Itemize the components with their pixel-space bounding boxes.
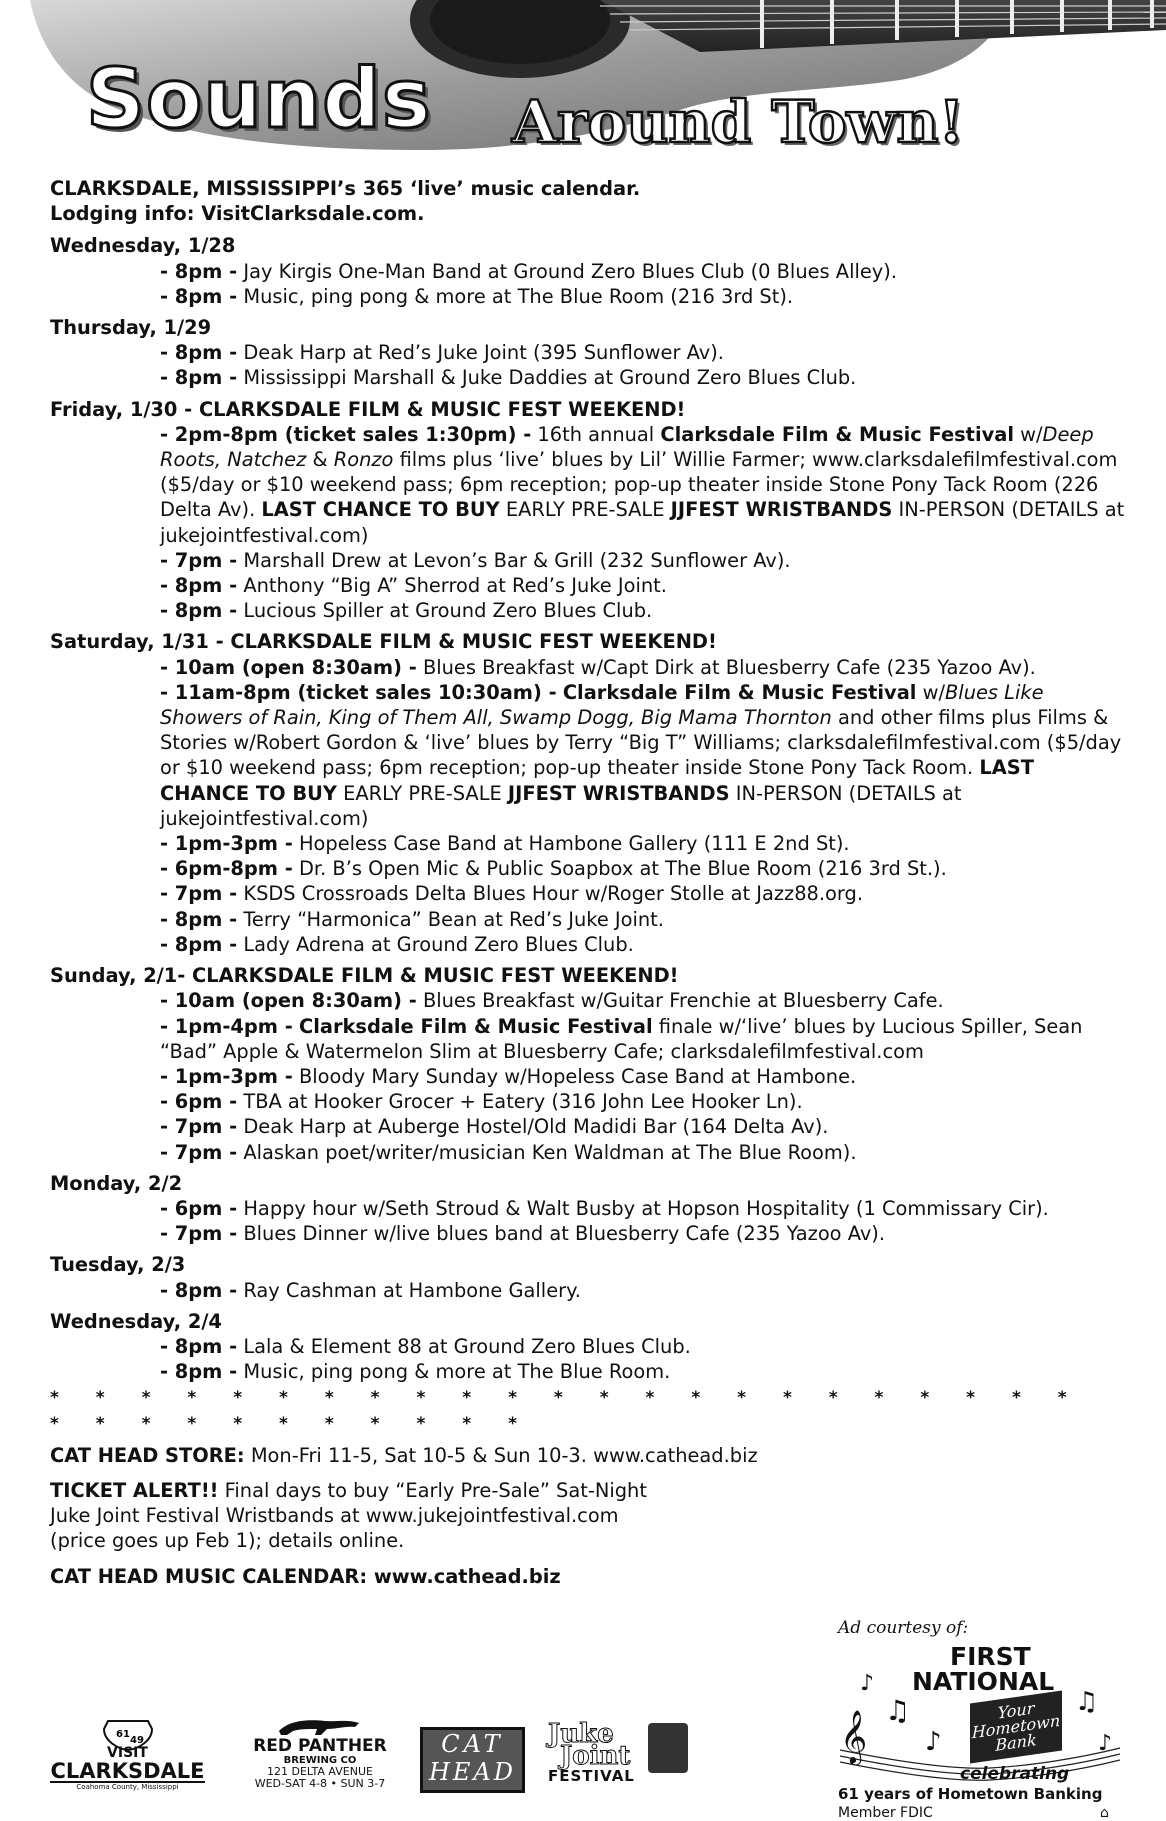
event-italic: Ronzo (333, 448, 394, 472)
event-text: Dr. B’s Open Mic & Public Soapbox at The Blue Room (216 3rd St.). (292, 857, 947, 881)
event-text: Mississippi Marshall & Juke Daddies at Ground Zero Blues Club. (237, 366, 857, 390)
event-text: Music, ping pong & more at The Blue Room. (237, 1360, 671, 1384)
event-text: KSDS Crossroads Delta Blues Hour w/Roger Stolle at Jazz88.org. (237, 882, 864, 906)
title-around-town: Around Town! (512, 88, 965, 156)
cat-head-logo (420, 1727, 525, 1793)
event-item (50, 932, 1125, 957)
event-time: - 8pm - (160, 1334, 238, 1358)
ticket-alert-text-2: Juke Joint Festival Wristbands at www.jukejointfestival.com (50, 1504, 619, 1528)
event-time: - 1pm-3pm - (160, 1064, 293, 1088)
cathead-calendar-label: CAT HEAD MUSIC CALENDAR: (50, 1564, 368, 1588)
event-time: - 8pm - (160, 259, 238, 283)
header-banner (0, 0, 1166, 180)
event-time: - 10am (open 8:30am) - (160, 655, 417, 679)
cathead-store-text: Mon-Fri 11-5, Sat 10-5 & Sun 10-3. www.cathead.biz (244, 1443, 758, 1467)
event-text: w/ (916, 680, 945, 704)
event-text: Marshall Drew at Levon’s Bar & Grill (232 Sunflower Av). (237, 548, 791, 572)
day-section (50, 397, 1125, 624)
clarksdale-label: CLARKSDALE (50, 1759, 205, 1783)
event-item (50, 1089, 1125, 1114)
event-item (50, 1334, 1125, 1359)
juke-joint-line-1: Juke (548, 1719, 614, 1749)
event-text: w/ (1013, 422, 1043, 446)
event-text: Lady Adrena at Ground Zero Blues Club. (237, 932, 634, 956)
event-text: 16th annual (531, 422, 661, 446)
svg-text:61: 61 (115, 1729, 130, 1740)
event-item (50, 907, 1125, 932)
event-time: - 8pm - (160, 1360, 238, 1384)
event-text: Jay Kirgis One-Man Band at Ground Zero Blues Club (0 Blues Alley). (237, 259, 897, 283)
sponsor-logos (40, 1715, 820, 1805)
cat-head-line-2: HEAD (428, 1758, 517, 1786)
event-italic: Deep Roots, Natchez (160, 422, 1094, 472)
ticket-alert-text-1: Final days to buy “Early Pre-Sale” Sat-Night (218, 1478, 647, 1502)
day-section (50, 963, 1125, 1165)
visit-sub: Coahoma County, Mississippi (76, 1783, 179, 1791)
event-time: - 8pm - (160, 366, 238, 390)
day-heading: Saturday, 1/31 - CLARKSDALE FILM & MUSIC FEST WEEKEND! (50, 630, 717, 654)
star-divider: * * * * * * * * * * * * * * * * * * * * * * * * * * * * * * * * * * (50, 1388, 1083, 1434)
event-item (50, 680, 1125, 831)
event-item (50, 831, 1125, 856)
day-section (50, 315, 1125, 391)
event-text: Alaskan poet/writer/musician Ken Waldman at The Blue Room). (237, 1140, 857, 1164)
red-panther-hours: WED-SAT 4-8 • SUN 3-7 (254, 1777, 386, 1790)
bank-ribbon: Your Hometown Bank (970, 1691, 1062, 1764)
event-time: - 7pm - (160, 1140, 238, 1164)
event-item (50, 1359, 1125, 1384)
event-time: - 6pm-8pm - (160, 857, 293, 881)
day-heading: Monday, 2/2 (50, 1171, 183, 1195)
day-section (50, 233, 1125, 309)
cathead-calendar-url: www.cathead.biz (367, 1564, 561, 1588)
juke-joint-line-3: FESTIVAL (548, 1767, 635, 1785)
day-heading: Tuesday, 2/3 (50, 1253, 186, 1277)
svg-text:♪: ♪ (1098, 1731, 1113, 1756)
svg-text:𝄞: 𝄞 (840, 1709, 868, 1763)
red-panther-name: RED PANTHER (253, 1736, 387, 1756)
visit-clarksdale-logo (40, 1719, 215, 1791)
event-time: - 8pm - (160, 341, 238, 365)
event-text: IN-PERSON (DETAILS at jukejointfestival.com) (160, 781, 962, 830)
event-text: Happy hour w/Seth Stroud & Walt Busby at Hopson Hospitality (1 Commissary Cir). (237, 1196, 1049, 1220)
juke-joint-line-2: Joint (560, 1741, 631, 1771)
ticket-alert-text-3: (price goes up Feb 1); details online. (50, 1529, 405, 1553)
event-item (50, 881, 1125, 906)
cathead-store-line (50, 1443, 1125, 1468)
bank-ad (830, 1618, 1130, 1821)
event-text: EARLY PRE-SALE (336, 781, 508, 805)
event-time: - 8pm - (160, 599, 238, 623)
juke-joint-festival-logo (548, 1719, 688, 1793)
event-time: - 8pm - (160, 907, 238, 931)
event-time: - 7pm - (160, 1222, 238, 1246)
red-panther-logo (240, 1715, 400, 1790)
cat-head-line-1: CAT (441, 1730, 504, 1758)
event-time: - 7pm - (160, 548, 238, 572)
intro (50, 176, 1125, 226)
bank-years: 61 years of Hometown Banking (838, 1785, 1103, 1803)
event-item (50, 655, 1125, 680)
event-time: - 8pm - (160, 1278, 238, 1302)
event-text: Blues Breakfast w/Capt Dirk at Bluesberry Cafe (235 Yazoo Av). (416, 655, 1036, 679)
event-bold: LAST CHANCE TO BUY (160, 756, 1034, 805)
day-heading: Sunday, 2/1- CLARKSDALE FILM & MUSIC FEST WEEKEND! (50, 964, 679, 988)
event-item (50, 1221, 1125, 1246)
event-item (50, 340, 1125, 365)
day-heading: Wednesday, 1/28 (50, 234, 236, 258)
event-bold: Clarksdale Film & Music Festival (298, 1014, 653, 1038)
svg-text:♪: ♪ (925, 1727, 942, 1757)
event-item (50, 1140, 1125, 1165)
bank-fdic: Member FDIC (838, 1805, 933, 1821)
day-heading: Thursday, 1/29 (50, 316, 212, 340)
event-text: Anthony “Big A” Sherrod at Red’s Juke Joint. (237, 574, 667, 598)
event-time: - 10am (open 8:30am) - (160, 989, 417, 1013)
day-heading: Wednesday, 2/4 (50, 1309, 222, 1333)
day-list (50, 233, 1125, 1384)
event-text: EARLY PRE-SALE (499, 498, 671, 522)
event-bold: JJFEST WRISTBANDS (507, 781, 730, 805)
event-time: - 7pm - (160, 1115, 238, 1139)
event-item (50, 856, 1125, 881)
event-time: - 8pm - (160, 574, 238, 598)
day-section (50, 1309, 1125, 1385)
event-text: Hopeless Case Band at Hambone Gallery (111 E 2nd St). (292, 832, 850, 856)
event-item (50, 1114, 1125, 1139)
event-text: Deak Harp at Red’s Juke Joint (395 Sunflower Av). (237, 341, 724, 365)
festival-poster-icon (648, 1723, 688, 1773)
event-text: & (306, 448, 334, 472)
svg-text:♫: ♫ (1075, 1687, 1099, 1717)
event-item (50, 598, 1125, 623)
event-item (50, 284, 1125, 309)
bank-celebrating: celebrating (960, 1764, 1070, 1784)
event-item (50, 1014, 1125, 1064)
event-item (50, 548, 1125, 573)
day-section (50, 1252, 1125, 1302)
event-item (50, 988, 1125, 1013)
event-bold: Clarksdale Film & Music Festival (660, 422, 1014, 446)
event-item (50, 365, 1125, 390)
calendar-body (50, 176, 1125, 1599)
event-text: and other films plus Films & Stories w/Robert Gordon & ‘live’ blues by Terry “Big T” Williams; clarksdalefilmfestival.com ($5/day or $10 weekend pass; 6pm reception; pop-up theater inside Stone Pony Tack Room. (160, 706, 1122, 780)
visit-label: VISIT (107, 1745, 148, 1761)
event-time: - 6pm - (160, 1196, 238, 1220)
equal-housing-icon: ⌂ (1100, 1805, 1109, 1821)
event-text: IN-PERSON (DETAILS at jukejointfestival.com) (160, 498, 1125, 547)
event-text: Terry “Harmonica” Bean at Red’s Juke Joint. (237, 907, 664, 931)
event-item (50, 422, 1125, 548)
event-item (50, 1196, 1125, 1221)
event-text: Ray Cashman at Hambone Gallery. (237, 1278, 581, 1302)
svg-text:♫: ♫ (885, 1694, 911, 1727)
event-time: - 2pm-8pm (ticket sales 1:30pm) - (160, 422, 532, 446)
event-time: - 1pm-3pm - (160, 832, 293, 856)
ticket-alert (50, 1478, 750, 1554)
bank-name-first: FIRST (950, 1642, 1031, 1671)
intro-line-1: CLARKSDALE, MISSISSIPPI’s 365 ‘live’ music calendar. (50, 177, 641, 200)
event-item (50, 1064, 1125, 1089)
day-section (50, 1171, 1125, 1247)
day-section (50, 629, 1125, 957)
panther-icon (275, 1715, 365, 1737)
event-time: - 7pm - (160, 882, 238, 906)
event-bold: JJFEST WRISTBANDS (670, 498, 893, 522)
cathead-store-label: CAT HEAD STORE: (50, 1443, 245, 1467)
event-text: Music, ping pong & more at The Blue Room (216 3rd St). (237, 284, 794, 308)
event-text: Bloody Mary Sunday w/Hopeless Case Band at Hambone. (292, 1064, 857, 1088)
title-sounds: Sounds (86, 52, 432, 147)
event-text: Lucious Spiller at Ground Zero Blues Club. (237, 599, 653, 623)
event-text: Blues Breakfast w/Guitar Frenchie at Bluesberry Cafe. (416, 989, 944, 1013)
event-italic: Blues Like Showers of Rain, King of Them All, Swamp Dogg, Big Mama Thornton (160, 680, 1044, 730)
event-text: Deak Harp at Auberge Hostel/Old Madidi Bar (164 Delta Av). (237, 1115, 829, 1139)
red-panther-address: 121 DELTA AVENUE (267, 1765, 373, 1778)
event-text: Lala & Element 88 at Ground Zero Blues Club. (237, 1334, 691, 1358)
svg-text:49: 49 (129, 1735, 144, 1746)
ticket-alert-label: TICKET ALERT!! (50, 1478, 219, 1502)
event-text: Blues Dinner w/live blues band at Bluesberry Cafe (235 Yazoo Av). (237, 1222, 886, 1246)
svg-text:♪: ♪ (860, 1671, 875, 1696)
event-text: films plus ‘live’ blues by Lil’ Willie Farmer; www.clarksdalefilmfestival.com ($5/day or $10 weekend pass; 6pm reception; pop-up theater inside Stone Pony Tack Room (226 Delta Av). (160, 448, 1118, 522)
event-time: - 11am-8pm (ticket sales 10:30am) - (160, 680, 557, 704)
event-time: - 1pm-4pm - (160, 1014, 293, 1038)
ad-courtesy: Ad courtesy of: (838, 1618, 969, 1638)
event-item (50, 259, 1125, 284)
bank-name-national: NATIONAL (912, 1667, 1055, 1696)
day-heading: Friday, 1/30 - CLARKSDALE FILM & MUSIC FEST WEEKEND! (50, 397, 686, 421)
event-time: - 8pm - (160, 932, 238, 956)
event-bold: LAST CHANCE TO BUY (261, 498, 500, 522)
event-time: - 8pm - (160, 284, 238, 308)
intro-line-2: Lodging info: VisitClarksdale.com. (50, 202, 425, 226)
cathead-calendar-line (50, 1564, 1125, 1589)
event-item (50, 573, 1125, 598)
event-time: - 6pm - (160, 1090, 238, 1114)
event-bold: Clarksdale Film & Music Festival (562, 680, 917, 704)
red-panther-sub: BREWING CO (283, 1755, 357, 1766)
event-text: TBA at Hooker Grocer + Eatery (316 John Lee Hooker Ln). (237, 1090, 803, 1114)
event-item (50, 1278, 1125, 1303)
event-text: finale w/‘live’ blues by Lucious Spiller, Sean “Bad” Apple & Watermelon Slim at Bluesberry Cafe; clarksdalefilmfestival.com (160, 1014, 1083, 1063)
